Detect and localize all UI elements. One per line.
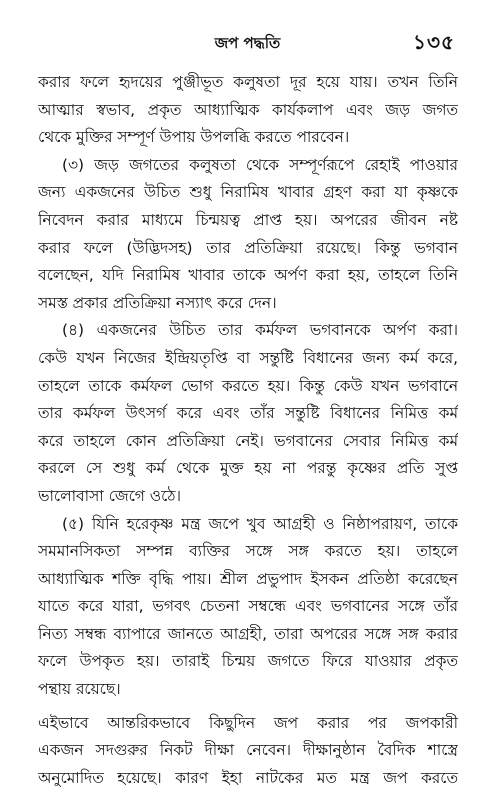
text-line: যাতে করে যারা, ভগবৎ চেতনা সম্বন্ধে এবং ভগবানের সঙ্গে তাঁর — [38, 597, 458, 616]
page-header — [0, 26, 495, 56]
text-line: এইভাবে আন্তরিকভাবে কিছুদিন জপ করার পর জপকারী — [38, 713, 458, 732]
text-line: অনুমোদিত হয়েছে। কারণ ইহা নাটকের মত মন্ত্র জপ করতে — [38, 768, 458, 787]
text-line: (৩) জড় জগতের কলুষতা থেকে সম্পূর্ণরূপে রেহাই পাওয়ার — [62, 155, 458, 174]
text-line: তার কর্মফল উৎসর্গ করে এবং তাঁর সন্তুষ্টি বিধানের নিমিত্ত কর্ম — [38, 404, 458, 423]
text-line: থেকে মুক্তির সম্পূর্ণ উপায় উপলব্ধি করতে পারবেন। — [38, 128, 350, 147]
paragraph — [38, 69, 458, 152]
text-line: করার ফলে (উদ্ভিদসহ) তার প্রতিক্রিয়া রয়েছে। কিন্তু ভগবান — [38, 238, 458, 257]
text-line: নিত্য সম্বন্ধ ব্যাপারে জানতে আগ্রহী, তারা অপরের সঙ্গে সঙ্গ করার — [38, 624, 458, 643]
text-line: করে তাহলে কোন প্রতিক্রিয়া নেই। ভগবানের সেবার নিমিত্ত কর্ম — [38, 431, 458, 450]
paragraph — [38, 317, 458, 510]
text-line: আত্মার স্বভাব, প্রকৃত আধ্যাত্মিক কার্যকলাপ এবং জড় জগত — [38, 100, 458, 119]
text-line: পন্থায় রয়েছে। — [38, 680, 121, 699]
paragraph — [38, 152, 458, 318]
body-text — [38, 69, 458, 792]
paragraph — [38, 511, 458, 704]
text-line: জন্য একজনের উচিত শুধু নিরামিষ খাবার গ্রহণ করা যা কৃষ্ণকে — [38, 183, 458, 202]
text-line: (৪) একজনের উচিত তার কর্মফল ভগবানকে অর্পণ করা। — [62, 321, 458, 340]
text-line: সমস্ত প্রকার প্রতিক্রিয়া নস্যাৎ করে দেন। — [38, 293, 277, 312]
text-line: ভালোবাসা জেগে ওঠে। — [38, 486, 182, 505]
page-number: ১৩৫ — [413, 30, 455, 54]
text-line: আধ্যাত্মিক শক্তি বৃদ্ধি পায়। শ্রীল প্রভুপাদ ইসকন প্রতিষ্ঠা করেছেন — [38, 569, 458, 588]
text-line: ফলে উপকৃত হয়। তারাই চিন্ময় জগতে ফিরে যাওয়ার প্রকৃত — [38, 652, 458, 671]
text-line: (৫) যিনি হরেকৃষ্ণ মন্ত্র জপে খুব আগ্রহী ও নিষ্ঠাপরায়ণ, তাকে — [62, 514, 458, 533]
running-title: জপ পদ্ধতি — [214, 34, 281, 52]
text-line: করার ফলে হৃদয়ের পুঞ্জীভূত কলুষতা দূর হয়ে যায়। তখন তিনি — [38, 73, 458, 91]
text-line: সমমানসিকতা সম্পন্ন ব্যক্তির সঙ্গে সঙ্গ করতে হয়। তাহলে — [38, 542, 458, 561]
paragraph — [38, 710, 458, 792]
text-line: একজন সদগুরুর নিকট দীক্ষা নেবেন। দীক্ষানুষ্ঠান বৈদিক শাস্ত্রে — [38, 741, 458, 760]
text-line: কেউ যখন নিজের ইন্দ্রিয়তৃপ্তি বা সন্তুষ্টি বিধানের জন্য কর্ম করে, — [38, 348, 458, 367]
text-line: বলেছেন, যদি নিরামিষ খাবার তাকে অর্পণ করা হয়, তাহলে তিনি — [38, 266, 458, 285]
text-line: নিবেদন করার মাধ্যমে চিন্ময়ত্ব প্রাপ্ত হয়। অপরের জীবন নষ্ট — [38, 210, 458, 229]
text-line: তাহলে তাকে কর্মফল ভোগ করতে হয়। কিন্তু কেউ যখন ভগবানে — [38, 376, 458, 395]
text-line: করলে সে শুধু কর্ম থেকে মুক্ত হয় না পরন্তু কৃষ্ণের প্রতি সুপ্ত — [38, 459, 458, 478]
